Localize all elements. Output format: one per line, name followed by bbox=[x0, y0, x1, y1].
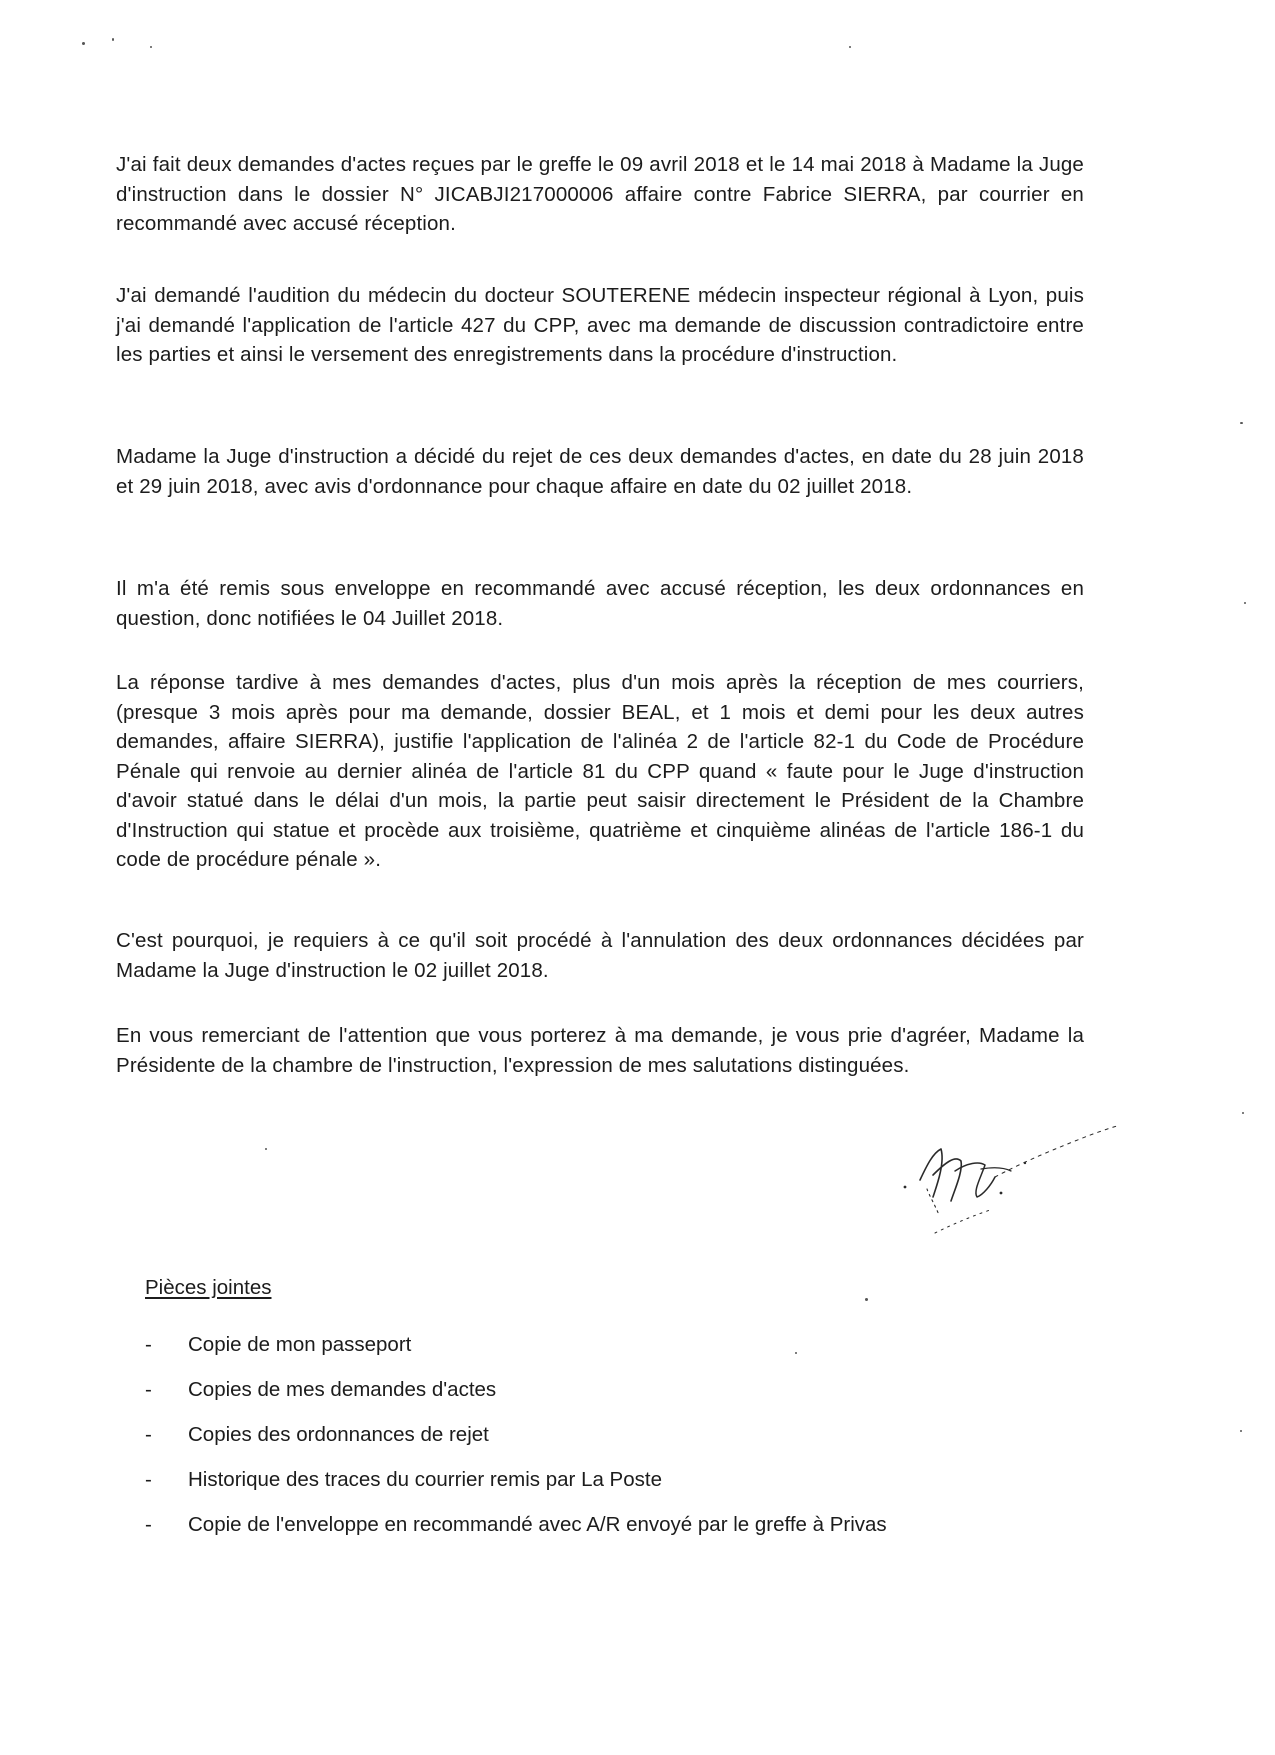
scan-speck bbox=[82, 42, 85, 45]
attachment-item bbox=[145, 1510, 1085, 1555]
scan-speck bbox=[1244, 602, 1246, 604]
handwritten-signature bbox=[875, 1105, 1135, 1245]
scan-speck bbox=[112, 38, 114, 41]
closing-paragraph: En vous remerciant de l'attention que vous porterez à ma demande, je vous prie d'agréer, Madame la Présidente de la chambre de l'instruction, l'expression de mes salutations distinguées. bbox=[116, 1024, 1084, 1077]
scan-speck bbox=[1240, 422, 1243, 424]
letter-paragraph: Madame la Juge d'instruction a décidé du rejet de ces deux demandes d'actes, en date du 28 juin 2018 et 29 juin 2018, avec avis d'ordonnance pour chaque affaire en date du 02 juillet 2018. bbox=[116, 445, 1084, 498]
attachment-item-label: Copie de mon passeport bbox=[188, 1333, 412, 1356]
scan-speck bbox=[1242, 1112, 1244, 1114]
scan-speck bbox=[1240, 1430, 1242, 1432]
list-bullet: - bbox=[145, 1378, 152, 1401]
attachment-item-label: Copie de l'enveloppe en recommandé avec A/R envoyé par le greffe à Privas bbox=[188, 1513, 887, 1536]
letter-paragraph: C'est pourquoi, je requiers à ce qu'il soit procédé à l'annulation des deux ordonnances décidées par Madame la Juge d'instruction le 02 juillet 2018. bbox=[116, 929, 1084, 982]
list-bullet: - bbox=[145, 1333, 152, 1356]
letter-paragraph: Il m'a été remis sous enveloppe en recommandé avec accusé réception, les deux ordonnances en question, donc notifiées le 04 Juillet 2018. bbox=[116, 577, 1084, 630]
letter-paragraph: J'ai fait deux demandes d'actes reçues par le greffe le 09 avril 2018 et le 14 mai 2018 à Madame la Juge d'instruction dans le dossier N° JICABJI217000006 affaire contre Fabrice SIERRA, par courrier en recommandé avec accusé réception. bbox=[116, 153, 1084, 235]
attachment-item bbox=[145, 1420, 1085, 1465]
attachment-item-label: Copies de mes demandes d'actes bbox=[188, 1378, 497, 1401]
attachment-item-label: Historique des traces du courrier remis par La Poste bbox=[188, 1468, 662, 1491]
list-bullet: - bbox=[145, 1513, 152, 1536]
attachment-item bbox=[145, 1330, 1085, 1375]
scan-speck bbox=[265, 1148, 267, 1150]
attachments-title: Pièces jointes bbox=[145, 1276, 272, 1299]
list-bullet: - bbox=[145, 1423, 152, 1446]
letter-paragraph: La réponse tardive à mes demandes d'actes, plus d'un mois après la réception de mes courriers, (presque 3 mois après pour ma demande, dossier BEAL, et 1 mois et demi pour les deux autres demandes, affaire SIERRA), justifie l'application de l'alinéa 2 de l'article 82-1 du Code de Procédure Pénale qui renvoie au dernier alinéa de l'article 81 du CPP quand « faute pour le Juge d'instruction d'avoir statué dans le délai d'un mois, la partie peut saisir directement le Président de la Chambre d'Instruction qui statue et procède aux troisième, quatrième et cinquième alinéas de l'article 186-1 du code de procédure pénale ». bbox=[116, 671, 1084, 871]
scan-speck bbox=[150, 46, 152, 48]
attachment-item-label: Copies des ordonnances de rejet bbox=[188, 1423, 489, 1446]
attachments-list bbox=[145, 1330, 1085, 1555]
attachment-item bbox=[145, 1465, 1085, 1510]
scan-speck bbox=[865, 1298, 868, 1301]
letter-paragraph: J'ai demandé l'audition du médecin du docteur SOUTERENE médecin inspecteur régional à Lyon, puis j'ai demandé l'application de l'article 427 du CPP, avec ma demande de discussion contradictoire entre les parties et ainsi le versement des enregistrements dans la procédure d'instruction. bbox=[116, 284, 1084, 366]
attachment-item bbox=[145, 1375, 1085, 1420]
scan-speck bbox=[849, 46, 851, 48]
list-bullet: - bbox=[145, 1468, 152, 1491]
